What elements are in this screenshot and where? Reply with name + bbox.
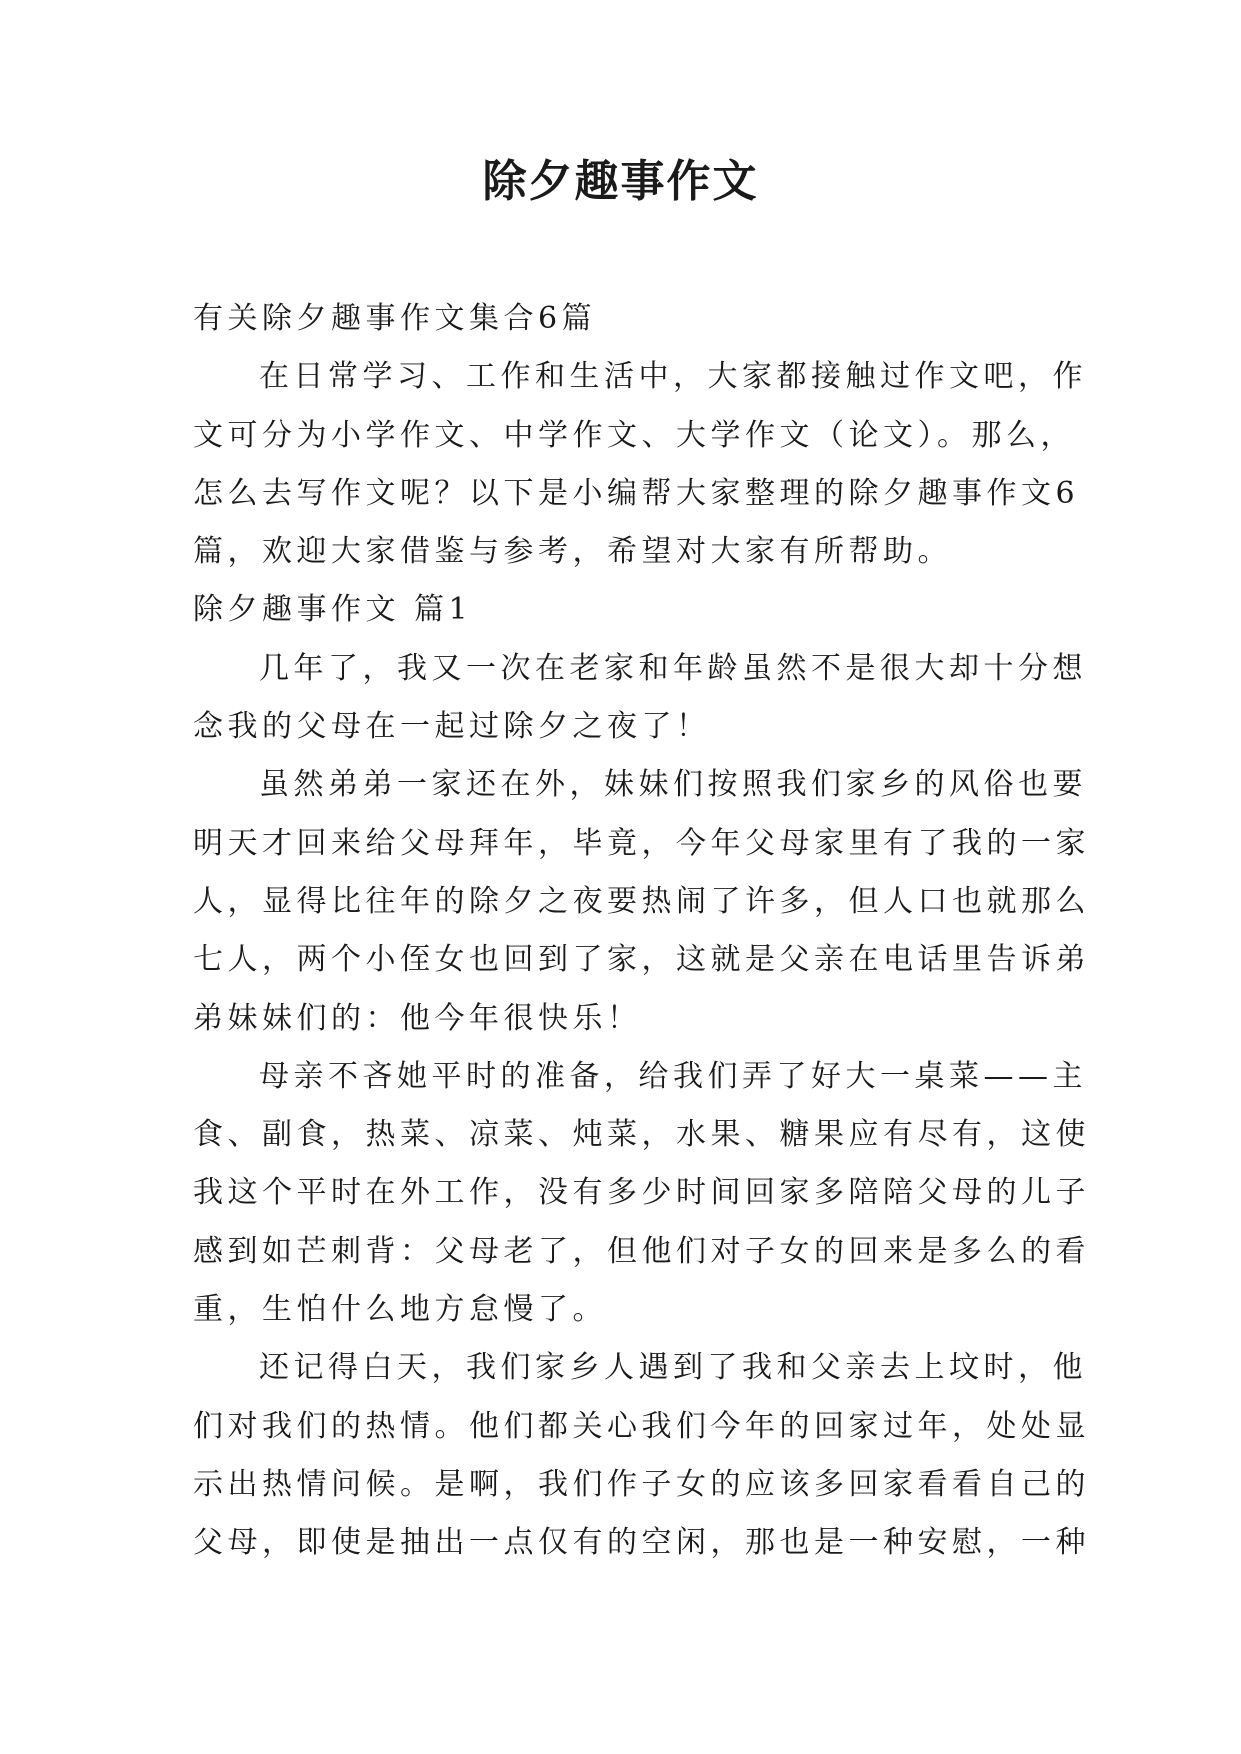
body-line: 人，显得比往年的除夕之夜要热闹了许多，但人口也就那么: [193, 883, 1090, 919]
body-line: 示出热情问候。是啊，我们作子女的应该多回家看看自己的: [193, 1466, 1090, 1502]
body-line: 重，生怕什么地方怠慢了。: [193, 1292, 607, 1328]
body-line: 食、副食，热菜、凉菜、炖菜，水果、糖果应有尽有，这使: [193, 1117, 1090, 1153]
document-body: [193, 290, 1090, 1573]
section-heading: 除夕趣事作文 篇1: [193, 592, 473, 628]
body-line: 明天才回来给父母拜年，毕竟，今年父母家里有了我的一家: [193, 825, 1090, 861]
body-line: 篇，欢迎大家借鉴与参考，希望对大家有所帮助。: [193, 534, 952, 570]
body-line: 母亲不吝她平时的准备，给我们弄了好大一桌菜——主: [259, 1058, 1087, 1094]
body-line: 感到如芒刺背：父母老了，但他们对子女的回来是多么的看: [193, 1233, 1090, 1269]
body-line: 虽然弟弟一家还在外，妹妹们按照我们家乡的风俗也要: [259, 767, 1087, 803]
body-line: 在日常学习、工作和生活中，大家都接触过作文吧，作: [259, 359, 1087, 395]
body-line: 们对我们的热情。他们都关心我们今年的回家过年，处处显: [193, 1408, 1090, 1444]
body-line: 弟妹妹们的：他今年很快乐！: [193, 1000, 642, 1036]
body-line: 还记得白天，我们家乡人遇到了我和父亲去上坟时，他: [259, 1350, 1087, 1386]
body-line: 我这个平时在外工作，没有多少时间回家多陪陪父母的儿子: [193, 1175, 1090, 1211]
subtitle-line: 有关除夕趣事作文集合6篇: [193, 301, 597, 336]
body-line: 几年了，我又一次在老家和年龄虽然不是很大却十分想: [259, 650, 1087, 686]
body-line: 念我的父母在一起过除夕之夜了！: [193, 709, 711, 745]
document-title: 除夕趣事作文: [482, 156, 759, 207]
body-line: 文可分为小学作文、中学作文、大学作文（论文）。那么，: [193, 417, 1075, 453]
body-line: 父母，即使是抽出一点仅有的空闲，那也是一种安慰，一种: [193, 1525, 1090, 1561]
body-line: 七人，两个小侄女也回到了家，这就是父亲在电话里告诉弟: [193, 942, 1090, 978]
body-line: 怎么去写作文呢？以下是小编帮大家整理的除夕趣事作文6: [193, 475, 1080, 511]
